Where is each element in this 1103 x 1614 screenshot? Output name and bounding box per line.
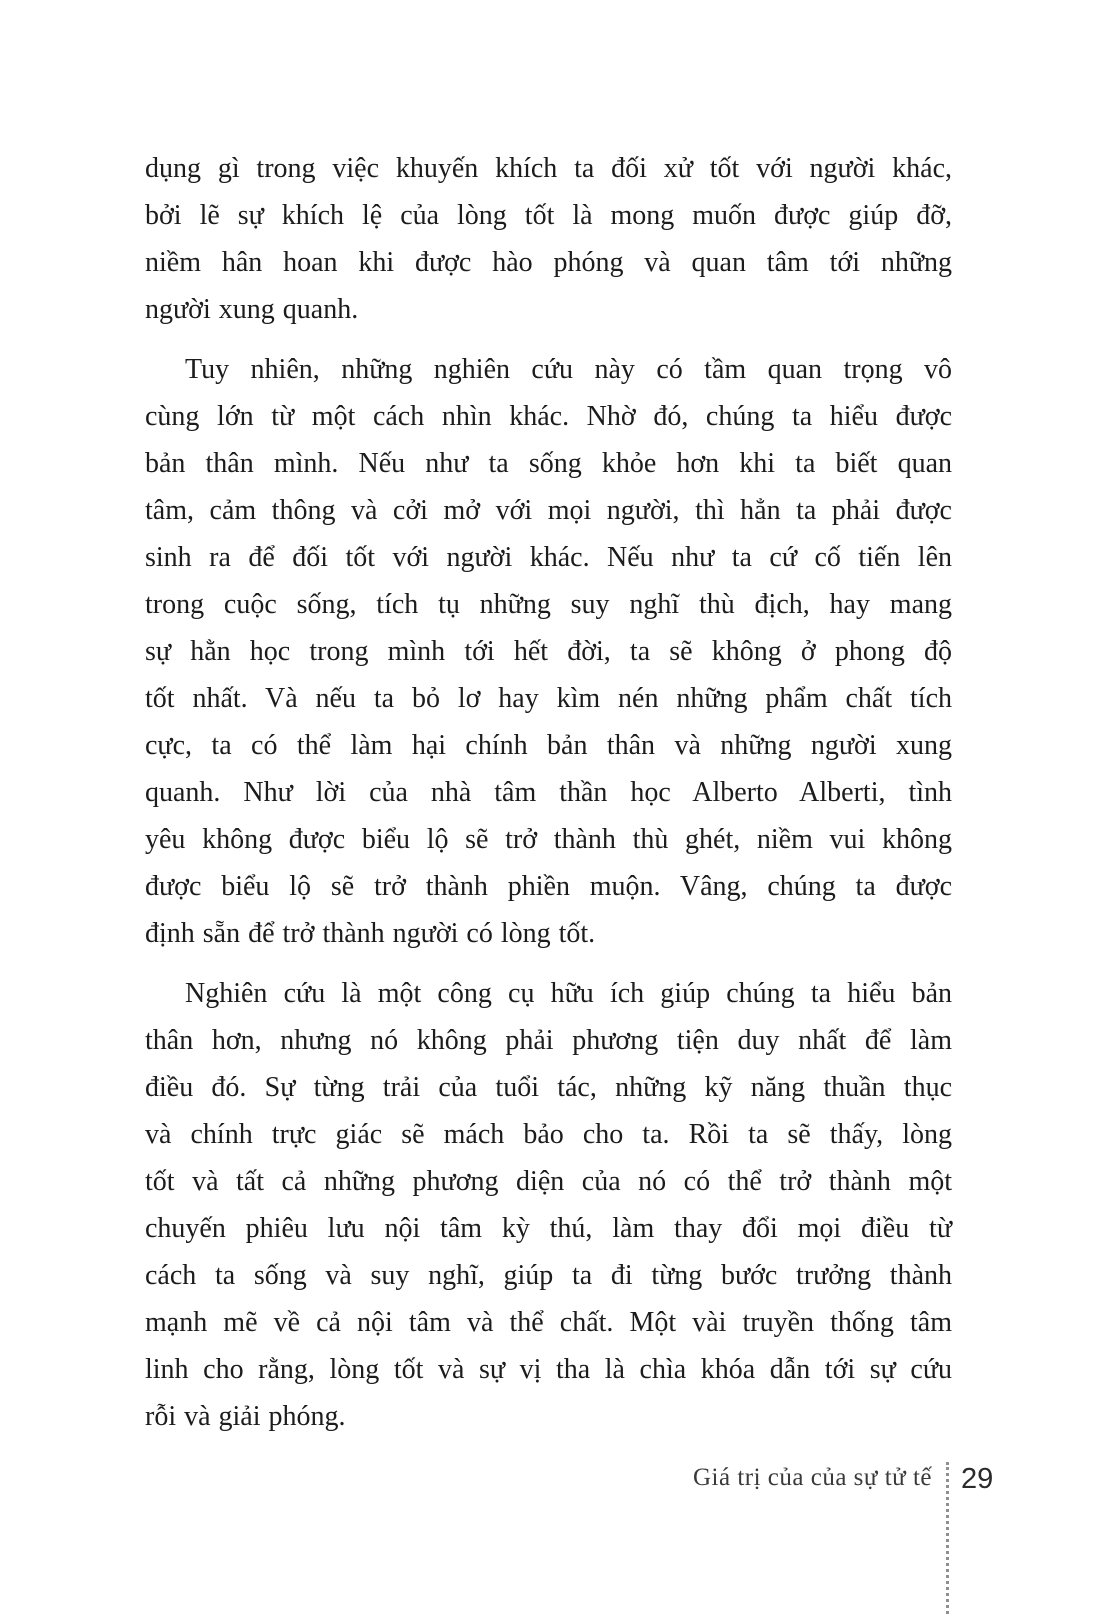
text-line: thân hơn, nhưng nó không phải phương tiện duy nhất để làm — [145, 1025, 952, 1056]
text-line: quanh. Như lời của nhà tâm thần học Alberto Alberti, tình — [145, 777, 952, 808]
text-line: định sẵn để trở thành người có lòng tốt. — [145, 918, 596, 949]
paragraph — [145, 346, 952, 957]
text-line: trong cuộc sống, tích tụ những suy nghĩ thù địch, hay mang — [145, 589, 952, 620]
text-line: sinh ra để đối tốt với người khác. Nếu như ta cứ cố tiến lên — [145, 542, 952, 573]
text-line: tâm, cảm thông và cởi mở với mọi người, thì hẳn ta phải được — [145, 495, 952, 526]
text-line: linh cho rằng, lòng tốt và sự vị tha là chìa khóa dẫn tới sự cứu — [145, 1354, 952, 1385]
text-line: cực, ta có thể làm hại chính bản thân và những người xung — [145, 730, 952, 761]
text-line: Nghiên cứu là một công cụ hữu ích giúp chúng ta hiểu bản — [185, 978, 952, 1009]
paragraph — [145, 145, 952, 333]
text-line: cùng lớn từ một cách nhìn khác. Nhờ đó, chúng ta hiểu được — [145, 401, 952, 432]
paragraph — [145, 970, 952, 1440]
body-text — [145, 145, 952, 1440]
text-line: dụng gì trong việc khuyến khích ta đối xử tốt với người khác, — [145, 153, 952, 184]
page-number: 29 — [961, 1463, 994, 1495]
text-line: điều đó. Sự từng trải của tuổi tác, những kỹ năng thuần thục — [145, 1072, 952, 1103]
text-line: bản thân mình. Nếu như ta sống khỏe hơn khi ta biết quan — [145, 448, 952, 479]
text-line: tốt và tất cả những phương diện của nó có thể trở thành một — [145, 1166, 952, 1197]
text-line: yêu không được biểu lộ sẽ trở thành thù ghét, niềm vui không — [145, 824, 952, 855]
text-line: mạnh mẽ về cả nội tâm và thể chất. Một vài truyền thống tâm — [145, 1307, 952, 1338]
text-line: và chính trực giác sẽ mách bảo cho ta. Rồi ta sẽ thấy, lòng — [145, 1119, 952, 1150]
text-line: tốt nhất. Và nếu ta bỏ lơ hay kìm nén những phẩm chất tích — [145, 683, 952, 714]
text-line: cách ta sống và suy nghĩ, giúp ta đi từng bước trưởng thành — [145, 1260, 952, 1291]
text-line: niềm hân hoan khi được hào phóng và quan tâm tới những — [145, 247, 952, 278]
text-line: Tuy nhiên, những nghiên cứu này có tầm quan trọng vô — [185, 354, 952, 385]
footer-chapter-title: Giá trị của của sự tử tế — [692, 1464, 932, 1491]
text-line: bởi lẽ sự khích lệ của lòng tốt là mong muốn được giúp đỡ, — [145, 200, 952, 231]
footer-dotted-rule — [946, 1462, 949, 1614]
text-line: chuyến phiêu lưu nội tâm kỳ thú, làm thay đổi mọi điều từ — [145, 1213, 952, 1244]
text-line: được biểu lộ sẽ trở thành phiền muộn. Vâng, chúng ta được — [145, 871, 952, 902]
text-line: người xung quanh. — [145, 294, 359, 325]
text-line: rỗi và giải phóng. — [145, 1401, 346, 1432]
text-line: sự hằn học trong mình tới hết đời, ta sẽ không ở phong độ — [145, 636, 952, 667]
